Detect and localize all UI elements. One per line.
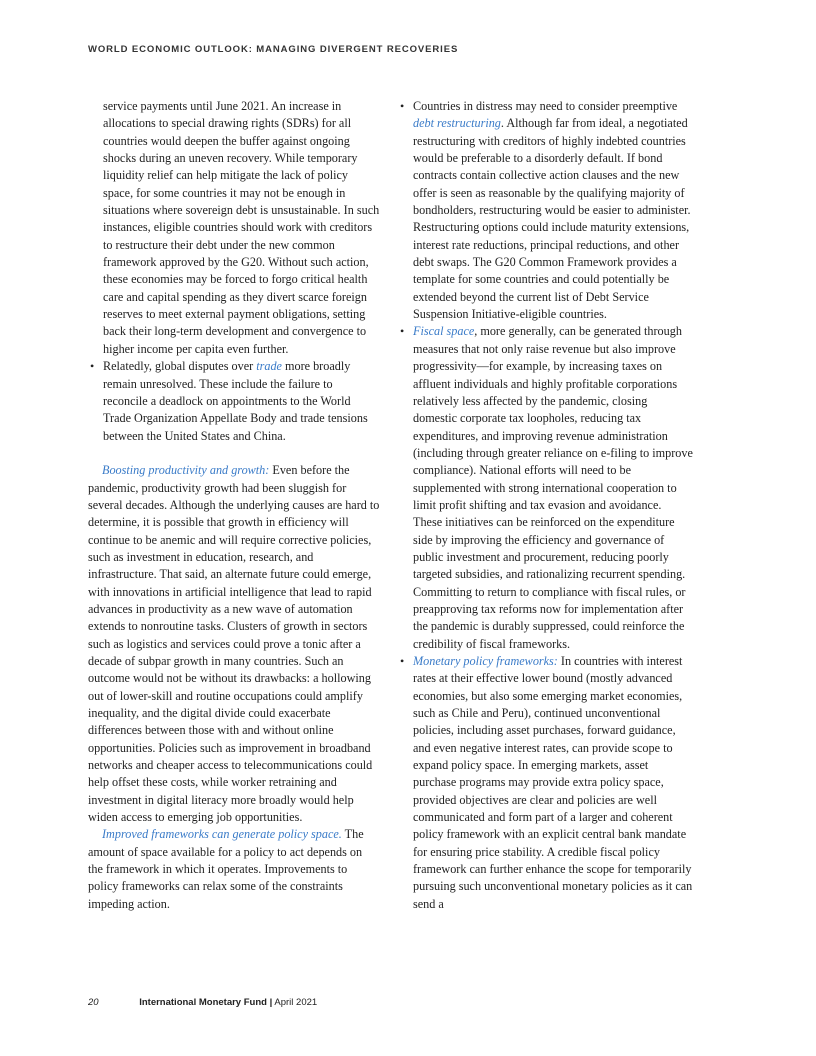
- bullet-item-fiscal: [398, 323, 693, 653]
- bullet-item-trade: [88, 358, 380, 445]
- paragraph-frameworks: [88, 826, 380, 913]
- footer-separator: |: [269, 997, 273, 1008]
- bullet-list: [398, 98, 693, 913]
- trade-link[interactable]: trade: [256, 359, 282, 374]
- bullet-text: Countries in distress may need to consider preemptive: [413, 99, 678, 113]
- bullet-text: , more generally, can be generated through measures that not only raise revenue but also improve progressivity—for example, by increasing taxes on affluent individuals and highly profitable corporations relatively less affected by the pandemic, closing domestic corporate tax loopholes, reducing tax expenditures, and improving revenue administration (including through greater reliance on e-filing to improve compliance). National efforts will need to be supplemented with strong international cooperation to limit profit shifting and tax evasion and avoidance. These initiatives can be reinforced on the expenditure side by improving the efficiency and governance of public investment and procurement, reducing poorly targeted subsidies, and rationalizing recurrent spending. Committing to return to compliance with fiscal rules, or preapproving tax reforms now for implementation after the pandemic is durably suppressed, could reinforce the credibility of fiscal frameworks.: [413, 324, 693, 651]
- bullet-icon: •: [400, 654, 405, 668]
- left-column: [88, 98, 380, 913]
- bullet-item-debt: [398, 98, 693, 323]
- continued-paragraph: service payments until June 2021. An increase in allocations to special drawing rights (SDRs) for all countries would deepen the buffer against ongoing shocks during an uneven recovery. While temporary liquidity relief can help mitigate the lack of policy space, for some countries it may not be enough in situations where sovereign debt is unsustainable. In such instances, eligible countries should work with creditors to restructure their debt under the new common framework approved by the G20. Without such action, these economies may be forced to forgo critical health care and capital spending as they divert scarce foreign reserves to meet external payment obligations, setting back their long-term development and convergence to higher income per capita even further.: [103, 99, 380, 356]
- paragraph-text: The amount of space available for a policy to act depends on the framework in which it operates. Improvements to policy frameworks can relax some of the constraints impeding action.: [88, 827, 364, 911]
- running-header: WORLD ECONOMIC OUTLOOK: MANAGING DIVERGENT RECOVERIES: [88, 44, 459, 55]
- bullet-icon: •: [400, 324, 405, 339]
- page-number: 20: [88, 997, 99, 1008]
- paragraph-productivity: [88, 462, 380, 826]
- debt-restructuring-link[interactable]: debt restructuring: [413, 116, 501, 131]
- bullet-item-monetary: [398, 653, 693, 913]
- fiscal-space-link[interactable]: Fiscal space: [413, 324, 475, 339]
- bullet-text: Relatedly, global disputes over: [103, 359, 257, 374]
- productivity-link[interactable]: Boosting productivity and growth:: [102, 463, 270, 478]
- paragraph-text: Even before the pandemic, productivity growth had been sluggish for several decades. Although the underlying causes are hard to determine, it is possible that growth in efficiency will continue to be anemic and will require corrective policies, such as investment in education, research, and infrastructure. That said, an alternate future could emerge, with innovations in artificial intelligence that lead to rapid advances in productivity as a new wave of automation extends to nonroutine tasks. Clusters of growth in sectors such as logistics and services could prove a tonic after a decade of subpar growth in many countries. Such an outcome would not be without its drawbacks: a hollowing out of lower-skill and routine occupations could amplify inequality, and the digital divide could exacerbate differences between those with and without online opportunities. Policies such as improvement in broadband networks and cheaper access to telecommunications could help offset these costs, while worker retraining and investment in digital literacy more broadly would help widen access to emerging job opportunities.: [88, 463, 380, 825]
- publisher-name: International Monetary Fund: [139, 997, 267, 1008]
- right-column: [398, 98, 693, 913]
- bullet-text: In countries with interest rates at their effective lower bound (mostly advanced economies, but also some emerging market economies, such as Chile and Peru), continued unconventional policies, including asset purchases, forward guidance, and even negative interest rates, can provide scope to expand policy space. In emerging markets, asset purchase programs may provide extra policy space, provided objectives are clear and policies are well communicated and form part of a larger and coherent policy framework with an explicit central bank mandate for ensuring price stability. A credible fiscal policy framework can further enhance the scope for temporarily pursuing such unconventional monetary policies as it can send a: [413, 654, 693, 911]
- frameworks-link[interactable]: Improved frameworks can generate policy space.: [102, 827, 342, 842]
- bullet-text: more broadly remain unresolved. These include the failure to reconcile a deadlock on appointments to the World Trade Organization Appellate Body and trade tensions between the United States and China.: [103, 359, 368, 443]
- monetary-policy-link[interactable]: Monetary policy frameworks:: [413, 654, 558, 668]
- bullet-icon: •: [90, 359, 95, 374]
- bullet-icon: •: [400, 99, 405, 113]
- publication-date: April 2021: [274, 997, 318, 1008]
- bullet-text: . Although far from ideal, a negotiated restructuring with creditors of highly indebted countries would be preferable to a disorderly default. If bond contracts contain collective action clauses and the new offer is seen as reasonable by the qualifying majority of bondholders, restructuring would be easier to administer. Restructuring options could include maturity extensions, interest rate reductions, principal reductions, and other debt swaps. The G20 Common Framework provides a template for some countries and could potentially be extended beyond the current list of Debt Service Suspension Initiative-eligible countries.: [413, 116, 691, 322]
- bullet-list: [88, 358, 380, 445]
- page-footer: [88, 997, 317, 1008]
